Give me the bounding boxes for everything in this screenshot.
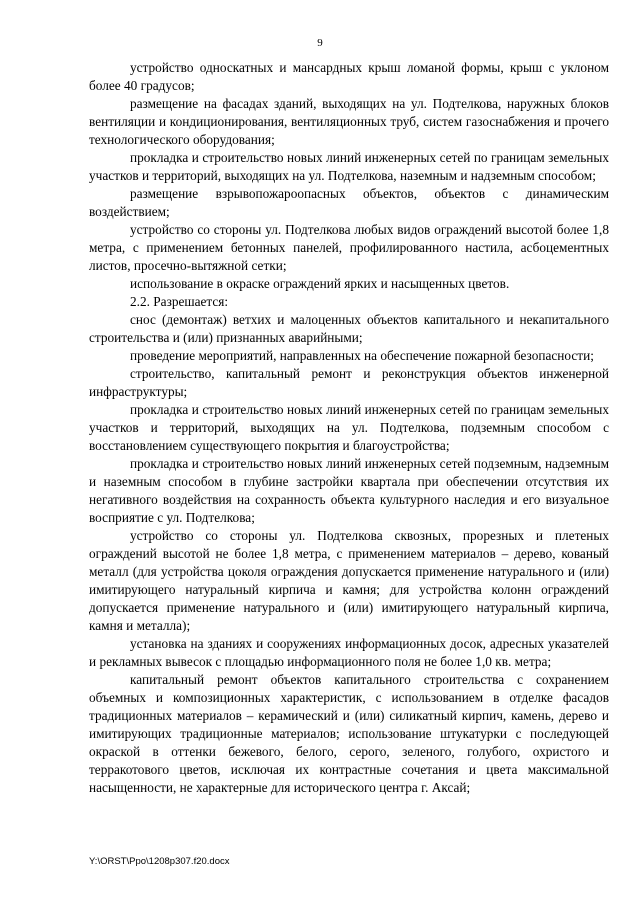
paragraph: размещение на фасадах зданий, выходящих на ул. Подтелкова, наружных блоков вентиляции и кондиционирования, вентиляционных труб, систем газоснабжения и прочего технологического оборудования; xyxy=(89,96,609,147)
paragraph: строительство, капитальный ремонт и реконструкция объектов инженерной инфраструктуры; xyxy=(89,366,609,399)
paragraph: снос (демонтаж) ветхих и малоценных объектов капитального и некапитального строительства и (или) признанных аварийными; xyxy=(89,312,609,345)
page-number: 9 xyxy=(317,37,323,49)
paragraph: устройство со стороны ул. Подтелкова любых видов ограждений высотой более 1,8 метра, с применением бетонных панелей, профилированного настила, асбоцементных листов, просечно-вытяжной сетки; xyxy=(89,222,609,273)
paragraph: капитальный ремонт объектов капитального строительства с сохранением объемных и композиционных характеристик, с использованием в отделке фасадов традиционных материалов – керамический и (или) силикатный кирпич, камень, дерево и имитирующих традиционные материалов; использование штукатурки с последующей окраской в оттенки бежевого, белого, серого, зеленого, голубого, охристого и терракотового цветов, исключая их контрастные сочетания и цвета максимальной насыщенности, не характерные для исторического центра г. Аксай; xyxy=(89,672,609,795)
section-heading: 2.2. Разрешается: xyxy=(130,294,229,309)
paragraph: устройство односкатных и мансардных крыш ломаной формы, крыш с уклоном более 40 градусов; xyxy=(89,60,609,93)
footer-file-path: Y:\ORST\Ppo\1208p307.f20.docx xyxy=(89,856,230,867)
paragraph: прокладка и строительство новых линий инженерных сетей по границам земельных участков и территорий, выходящих на ул. Подтелкова, наземным и надземным способом; xyxy=(89,150,609,183)
document-body xyxy=(89,59,609,797)
paragraph: установка на зданиях и сооружениях информационных досок, адресных указателей и рекламных вывесок с площадью информационного поля не более 1,0 кв. метра; xyxy=(89,636,609,669)
paragraph: размещение взрывопожароопасных объектов, объектов с динамическим воздействием; xyxy=(89,186,609,219)
paragraph: использование в окраске ограждений ярких и насыщенных цветов. xyxy=(130,276,510,291)
paragraph: проведение мероприятий, направленных на обеспечение пожарной безопасности; xyxy=(130,348,594,363)
paragraph: устройство со стороны ул. Подтелкова сквозных, прорезных и плетеных ограждений высотой не более 1,8 метра, с применением материалов – дерево, кованый металл (для устройства цоколя ограждения допускается применение натурального и (или) имитирующего натуральный кирпича и камня; для устройства колонн ограждений допускается применение натурального и (или) имитирующего натуральный кирпича, камня и металла); xyxy=(89,528,609,633)
paragraph: прокладка и строительство новых линий инженерных сетей подземным, надземным и наземным способом в глубине застройки квартала при обеспечении отсутствия их негативного воздействия на сохранность объекта культурного наследия и его визуальное восприятие с ул. Подтелкова; xyxy=(89,456,609,525)
paragraph: прокладка и строительство новых линий инженерных сетей по границам земельных участков и территорий, выходящих на ул. Подтелкова, подземным способом с восстановлением существующего покрытия и благоустройства; xyxy=(89,402,609,453)
